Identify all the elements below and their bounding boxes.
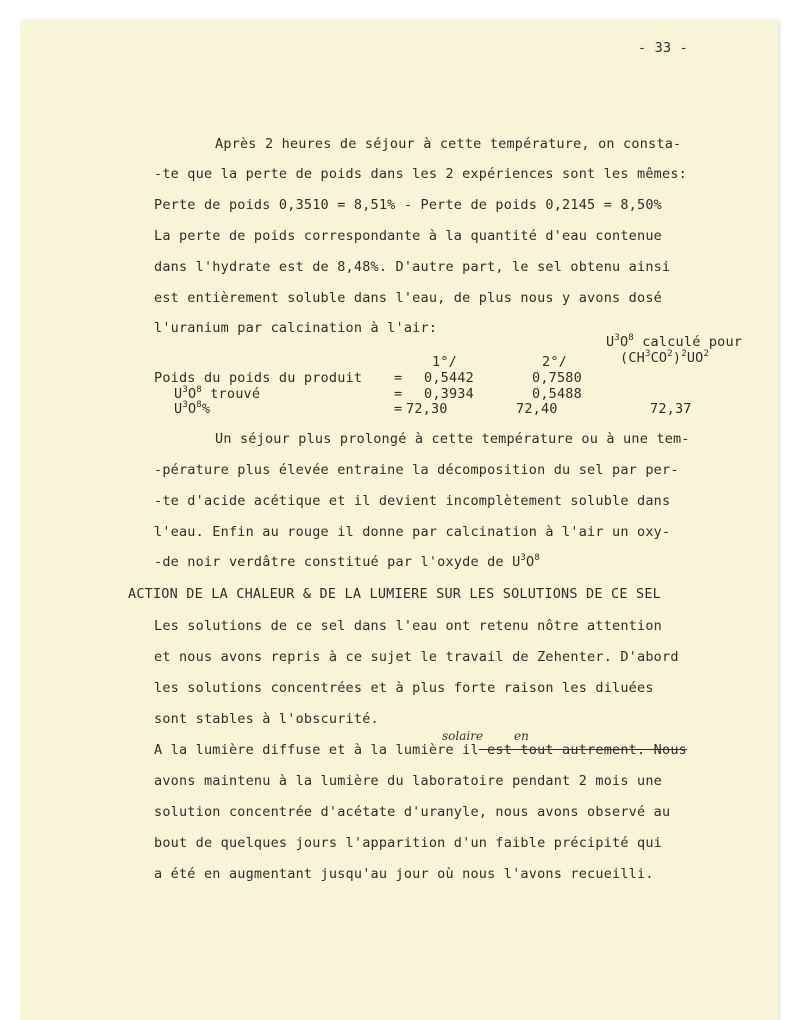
text-line: les solutions concentrées et à plus forte raison les diluées [154, 680, 654, 696]
text-line: dans l'hydrate est de 8,48%. D'autre part, le sel obtenu ainsi [154, 259, 671, 275]
text-line: La perte de poids correspondante à la quantité d'eau contenue [154, 228, 662, 244]
text-line: et nous avons repris à ce sujet le travail de Zehenter. D'abord [154, 649, 679, 665]
table-row-label: Poids du poids du produit [154, 370, 363, 386]
text-line: -te que la perte de poids dans les 2 expériences sont les mêmes: [154, 166, 687, 182]
table-cell: 0,5488 [532, 386, 582, 402]
table-header-col1: 1°/ [432, 354, 457, 370]
table-header-formula-2: $(CH^3CO^2)^2UO^2$ [620, 349, 710, 366]
text-line: est entièrement soluble dans l'eau, de plus nous y avons dosé [154, 290, 662, 306]
table-header-formula: $U^3O^8$ calculé pour [606, 333, 743, 350]
text-line: avons maintenu à la lumière du laboratoire pendant 2 mois une [154, 773, 662, 789]
table-cell: 0,3934 [424, 386, 474, 402]
page-number: - 33 - [638, 40, 688, 56]
text-line: -te d'acide acétique et il devient incomplètement soluble dans [154, 493, 671, 509]
table-row-eq: = [394, 370, 403, 386]
text-line: A la lumière diffuse et à la lumière il est tout autrement. Nous [154, 742, 687, 758]
table-cell: 72,37 [650, 401, 692, 417]
text-line: Après 2 heures de séjour à cette température, on consta- [215, 136, 682, 152]
table-row-eq: = [394, 401, 403, 417]
section-heading: ACTION DE LA CHALEUR & DE LA LUMIERE SUR LES SOLUTIONS DE CE SEL [128, 586, 661, 602]
table-cell: 0,5442 [424, 370, 474, 386]
text-line: -pérature plus élevée entraine la décomposition du sel par per- [154, 462, 679, 478]
text-line: bout de quelques jours l'apparition d'un faible précipité qui [154, 835, 662, 851]
handwritten-annotation-en: en [514, 729, 529, 743]
text-line: l'uranium par calcination à l'air: [154, 320, 438, 336]
table-cell: 72,40 [516, 401, 558, 417]
text-line: Perte de poids 0,3510 = 8,51% - Perte de poids 0,2145 = 8,50% [154, 197, 662, 213]
text-line: Un séjour plus prolongé à cette température ou à une tem- [215, 431, 690, 447]
text-line: sont stables à l'obscurité. [154, 711, 379, 727]
handwritten-annotation-solaire: solaire [442, 729, 484, 743]
text-line: Les solutions de ce sel dans l'eau ont retenu nôtre attention [154, 618, 662, 634]
table-header-col2: 2°/ [542, 354, 567, 370]
table-cell: 72,30 [406, 401, 448, 417]
text-line: -de noir verdâtre constitué par l'oxyde de $U^3O^8$ [154, 553, 540, 570]
table-row-eq: = [394, 386, 403, 402]
text-line: l'eau. Enfin au rouge il donne par calcination à l'air un oxy- [154, 524, 671, 540]
table-row-label: $U^3O^8\%$ [174, 400, 211, 417]
table-row-label: $U^3O^8$ trouvé [174, 385, 261, 402]
table-cell: 0,7580 [532, 370, 582, 386]
text-line: a été en augmentant jusqu'au jour où nous l'avons recueilli. [154, 866, 654, 882]
document-page [20, 20, 778, 1020]
text-line: solution concentrée d'acétate d'uranyle, nous avons observé au [154, 804, 671, 820]
